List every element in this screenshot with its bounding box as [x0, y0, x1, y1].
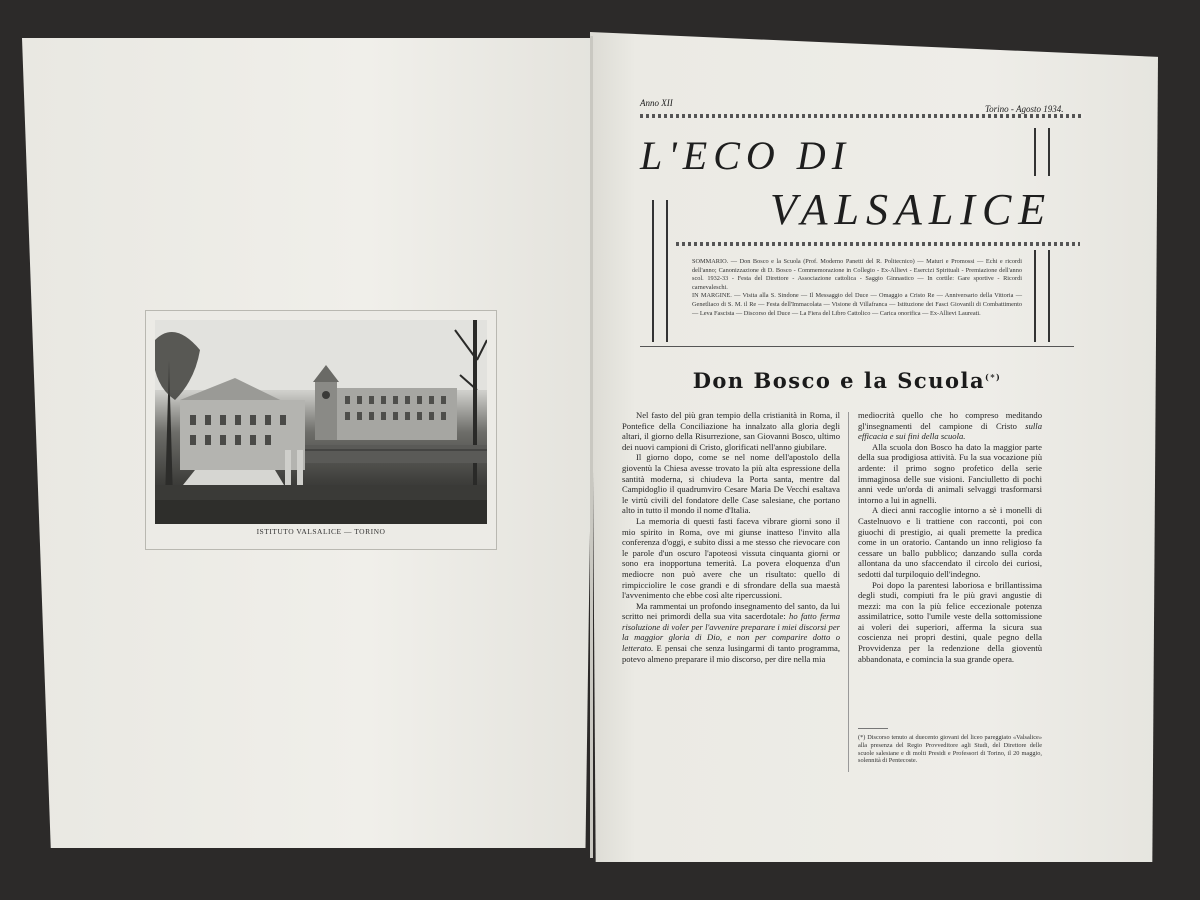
table-of-contents [692, 258, 1022, 318]
ornament-pillar-right-bottom [1034, 250, 1050, 342]
column-divider [848, 412, 849, 772]
page-spine [590, 36, 593, 858]
photo-frame [145, 310, 497, 550]
footnote: (*) Discorso tenuto ai duecento giovani del liceo pareggiato «Valsalice» alla presenza del Regio Provveditore agli Studi, del Direttore delle scuole salesiane e di molti Presidi e Professori di Torino, il 20 maggio, solennità di Pentecoste. [858, 734, 1042, 765]
paragraph: Poi dopo la parentesi laboriosa e brillantissima degli studi, compiuti fra le più gravi angustie di mezzi: ma con la più felice eccezionale potenza assimilatrice, sotto l'umile veste della sottomissione ai voleri dei superiori, afferma la sicura sua coscienza nei propri destini, quale pegno della Provvidenza per la redenzione della gioventù abbandonata, e comincia la sua grande opera. [858, 579, 1042, 664]
article-column-1 [622, 410, 840, 664]
paragraph: Alla scuola don Bosco ha dato la maggior parte della sua prodigiosa attività. Fu la sua vocazione più ardente: il primo sogno profetico della serie immaginosa delle sue visioni. Fanciulletto di pochi anni vede un'orda di animali selvaggi trasformarsi intorno a lui in agnelli. [858, 441, 1042, 505]
top-ornamental-rule [640, 114, 1084, 118]
ornament-pillar-right-top [1034, 128, 1050, 176]
masthead-bottom-rule [640, 346, 1074, 347]
masthead-title-line2: VALSALICE [770, 185, 1053, 234]
paragraph: Nel fasto del più gran tempio della cristianità in Roma, il Pontefice della Conciliazione ha innalzato alla gloria degli altari, il giorno della Risurrezione, san Giovanni Bosco, ultimo dei nuovi campioni di Cristo, glorificati nell'anno giubilare. [622, 410, 840, 452]
margin-text: — Visita alla S. Sindone — Il Messaggio del Duce — Omaggio a Cristo Re — Anniversario della Vittoria — Genetliaco di S. M. il Re — Festa dell'Immacolata — Visione di Villafranca — Istituzione dei Fasci Giovanili di Combattimento — Leva Fascista — Discorso del Duce — La Fiera del Libro Cattolico — Carica onorifica — Ex-Allievi Laureati. [692, 292, 1022, 317]
summary-text: — Don Bosco e la Scuola (Prof. Moderno Panetti del R. Politecnico) — Maturi e Promossi — Echi e ricordi dell'anno; Canonizzazione di D. Bosco - Commemorazione in Collegio - Ex-Allievi - Esercizi Spirituali - Premiazione dell'anno scol. 1932-33 - Festa del Direttore - Associazione cattolica - Saggio Ginnastico — In cortile: Gare sportive - Ricordi carnevaleschi. [692, 258, 1023, 291]
summary-label: SOMMARIO. [692, 258, 729, 265]
masthead-title-line1: L'ECO DI [640, 133, 852, 178]
building-illustration [155, 320, 487, 524]
institute-photo [155, 320, 487, 524]
article-title-text: Don Bosco e la Scuola [692, 368, 986, 393]
italic-quote: ho fatto ferma risoluzione di voler per l'avvenire preparare i miei discorsi per la maggior gloria di Dio, e non per comparire dotto o letterato. [622, 611, 840, 654]
photo-caption: ISTITUTO VALSALICE — TORINO [256, 527, 386, 536]
footnote-rule [858, 728, 888, 729]
italic-text: sulla efficacia e sui fini della scuola. [858, 420, 1042, 442]
article-column-2 [858, 410, 1042, 664]
paragraph: Il giorno dopo, come se nel nome dell'apostolo della gioventù la Chiesa avesse trovato la più alta espressione della santità moderna, si chiudeva la Porta santa, mentre dal Campidoglio il quadrumviro Cesare Maria De Vecchi esaltava le virtù civili del fondatore delle Case salesiane, che portano alto in tutto il mondo il nome d'Italia. [622, 452, 840, 516]
article-title [612, 368, 1082, 393]
paragraph [858, 410, 1042, 442]
paragraph: A dieci anni raccoglie intorno a sè i monelli di Castelnuovo e li trattiene con racconti, poi con giuochi di prestigio, ai quali premette la predica come in un oratorio. Cantando un inno religioso fa cessare un ballo pubblico; danzando sulla corda allontana da uno sfaccendato il circolo dei curiosi, sedotti dal turpiloquio dell'indegno. [858, 505, 1042, 579]
paragraph [622, 601, 840, 665]
text-run: Ma rammentai un profondo insegnamento del santo, da lui scritto nei primordi della sua vita sacerdotale: [622, 600, 840, 622]
issue-number: Anno XII [640, 98, 673, 108]
mid-ornamental-rule [676, 242, 1080, 246]
paragraph: La memoria di questi fasti faceva vibrare giorni sono il mio spirito in Roma, ove mi giunse inatteso l'invito alla conferenza d'oggi, e subito dissi a me stesso che rievocare con le parole d'un oscuro l'apoteosi vissuta cinquanta giorni or sono era inopportuna temerità. La povera eloquenza d'un mediocre non può avere che un risultato: quello di rimpicciolire le cose grandi e di sfrondare della sua maestà l'avvenimento che ebbe così alte ripercussioni. [622, 515, 840, 601]
text-run: mediocrità quello che ho compreso meditando gl'insegnamenti del campione di Cristo [858, 410, 1042, 431]
place-date: Torino - Agosto 1934. [985, 104, 1064, 114]
article-title-footnote-mark: (*) [985, 372, 1002, 382]
text-run: E pensai che senza lusingarmi di tanto programma, potevo almeno preparare il mio discorso, per dire nella mia [622, 643, 840, 664]
margin-label: IN MARGINE. [692, 292, 732, 300]
ornament-pillar-left [652, 200, 668, 342]
